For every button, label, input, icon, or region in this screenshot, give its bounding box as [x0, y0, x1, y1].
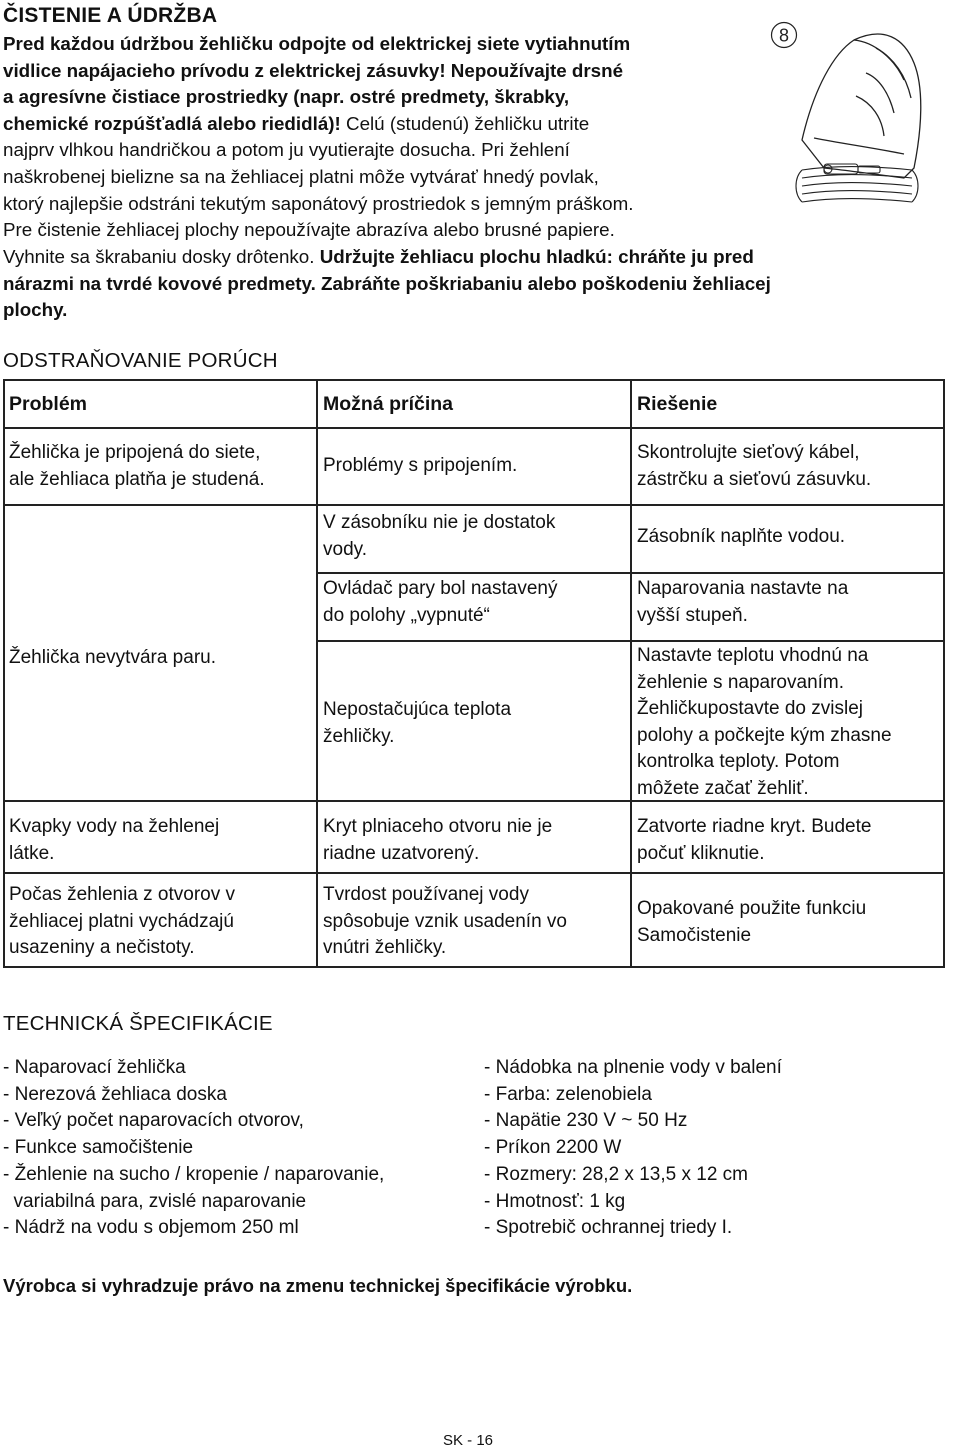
cleaning-line: najprv vlhkou handričkou a potom ju vyutierajte dosucha. Pri žehlení	[3, 139, 570, 161]
cleaning-line: Pre čistenie žehliacej plochy nepoužívajte abrazíva alebo brusné papiere.	[3, 219, 615, 241]
header-solution: Riešenie	[637, 393, 718, 415]
cleaning-line: vidlice napájacieho prívodu z elektrickej zásuvky! Nepoužívajte drsné	[3, 59, 624, 81]
cleaning-line	[3, 111, 753, 138]
row3-cause	[317, 814, 631, 867]
cell-line: vnútri žehličky.	[323, 937, 447, 958]
cell-line: polohy a počkejte kým zhasne	[637, 724, 892, 746]
row1-cause	[317, 453, 631, 480]
cell-line: Opakované použite funkciu	[637, 898, 867, 919]
spec-item: - Veľký počet naparovacích otvorov,	[3, 1110, 304, 1132]
cell-line: ale žehliaca platňa je studená.	[9, 468, 265, 490]
spec-item: - Farba: zelenobiela	[484, 1083, 652, 1105]
spec-item: - Nádobka na plnenie vody v balení	[484, 1057, 782, 1078]
row2a-cause	[317, 510, 631, 563]
cell-line: žehličky.	[323, 725, 395, 747]
cell-line: Nepostačujúca teplota	[323, 699, 512, 720]
row1-solution	[631, 440, 945, 493]
spec-item: - Funkce samočištenie	[3, 1137, 194, 1159]
cell-line: do polohy „vypnuté“	[323, 604, 490, 626]
row2b-solution	[631, 576, 945, 629]
spec-item: - Žehlenie na sucho / kropenie / naparovanie,	[3, 1163, 385, 1185]
iron-illustration-icon	[754, 18, 954, 218]
header-problem: Problém	[9, 393, 88, 415]
row4-problem	[3, 882, 317, 962]
row2c-solution	[631, 643, 945, 802]
cleaning-tail-normal: Vyhnite sa škrabaniu dosky drôtenko.	[3, 246, 320, 267]
cell-line: Ovládač pary bol nastavený	[323, 578, 558, 599]
specs-left-list	[3, 1055, 384, 1242]
cell-line: Samočistenie	[637, 924, 752, 946]
spec-item: - Nádrž na vodu s objemom 250 ml	[3, 1217, 299, 1239]
row2c-cause	[317, 697, 631, 750]
cell-line: Kryt plniaceho otvoru nie je	[323, 816, 553, 837]
row2b-cause	[317, 576, 631, 629]
cell-line: Zásobník naplňte vodou.	[637, 526, 846, 547]
figure-number: 8	[778, 25, 790, 46]
cell-line: Žehlička je pripojená do siete,	[9, 442, 261, 463]
spec-item: - Nerezová žehliaca doska	[3, 1083, 227, 1105]
cell-line: Žehličkupostavte do zvislej	[637, 698, 863, 719]
cell-line: vyšší stupeň.	[637, 604, 748, 626]
spec-item: variabilná para, zvislé naparovanie	[3, 1190, 307, 1212]
cleaning-text	[3, 31, 753, 244]
cleaning-tail	[3, 244, 933, 324]
cell-line: Zatvorte riadne kryt. Budete	[637, 816, 872, 837]
row1-problem	[3, 440, 317, 493]
cell-line: usazeniny a nečistoty.	[9, 937, 195, 958]
cell-line: V zásobníku nie je dostatok	[323, 512, 556, 533]
cleaning-line: plochy.	[3, 299, 68, 321]
specs-title: TECHNICKÁ ŠPECIFIKÁCIE	[3, 1012, 273, 1035]
cell-line: počuť kliknutie.	[637, 842, 765, 864]
cleaning-warning-end: chemické rozpúšťadlá alebo riedidlá)!	[3, 112, 341, 134]
cell-line: Počas žehlenia z otvorov v	[9, 884, 236, 905]
cell-line: môžete začať žehliť.	[637, 777, 809, 799]
specs-right-list	[484, 1055, 782, 1242]
row2a-solution	[631, 524, 945, 551]
spec-item: - Rozmery: 28,2 x 13,5 x 12 cm	[484, 1163, 748, 1185]
cell-line: Nastavte teplotu vhodnú na	[637, 645, 869, 666]
cleaning-title: ČISTENIE A ÚDRŽBA	[3, 4, 218, 27]
troubleshooting-table	[3, 379, 945, 968]
cell-line: riadne uzatvorený.	[323, 842, 480, 864]
cleaning-line	[3, 244, 933, 271]
page-number: SK - 16	[443, 1432, 494, 1449]
cleaning-line: Pred každou údržbou žehličku odpojte od elektrickej siete vytiahnutím	[3, 33, 631, 54]
header-cause: Možná príčina	[323, 393, 454, 415]
cell-line: žehlenie s naparovaním.	[637, 671, 845, 693]
cell-line: vody.	[323, 538, 368, 560]
iron-cord-figure	[754, 18, 954, 218]
spec-item: - Naparovací žehlička	[3, 1057, 186, 1078]
spec-item: - Príkon 2200 W	[484, 1137, 622, 1159]
row4-cause	[317, 882, 631, 962]
cell-line: spôsobuje vznik usadenín vo	[323, 910, 567, 932]
cell-line: žehliacej platni vychádzajú	[9, 910, 234, 932]
iron-drawing	[802, 34, 921, 178]
spec-item: - Hmotnosť: 1 kg	[484, 1190, 626, 1212]
cell-line: Kvapky vody na žehlenej	[9, 816, 220, 837]
cleaning-line: a agresívne čistiace prostriedky (napr. ostré predmety, škrabky,	[3, 86, 570, 108]
cleaning-line: naškrobenej bielizne sa na žehliacej platni môže vytvárať hnedý povlak,	[3, 165, 599, 187]
cell-line: kontrolka teploty. Potom	[637, 751, 840, 772]
spec-item: - Napätie 230 V ~ 50 Hz	[484, 1110, 688, 1132]
row4-solution	[631, 896, 945, 949]
cord-coils	[796, 164, 918, 202]
cell-line: Problémy s pripojením.	[323, 455, 518, 476]
troubleshooting-title: ODSTRAŇOVANIE PORÚCH	[3, 349, 278, 372]
cell-line: látke.	[9, 842, 55, 864]
specs-footer-note: Výrobca si vyhradzuje právo na zmenu technickej špecifikácie výrobku.	[3, 1275, 633, 1296]
cleaning-tail-bold: Udržujte žehliacu plochu hladkú: chráňte ju pred	[319, 246, 754, 267]
row2-problem: Žehlička nevytvára paru.	[9, 647, 216, 668]
cleaning-line-rest: Celú (studenú) žehličku utrite	[340, 112, 590, 134]
cleaning-line: ktorý najlepšie odstráni tekutým saponátový prostriedok s jemným práškom.	[3, 192, 634, 214]
spec-item: - Spotrebič ochrannej triedy I.	[484, 1217, 733, 1239]
cleaning-line: nárazmi na tvrdé kovové predmety. Zabráňte poškriabaniu alebo poškodeniu žehliacej	[3, 272, 771, 294]
cell-line: Naparovania nastavte na	[637, 578, 849, 599]
cell-line: Skontrolujte sieťový kábel,	[637, 442, 860, 463]
row3-solution	[631, 814, 945, 867]
cell-line: Tvrdost používanej vody	[323, 884, 529, 905]
cell-line: zástrčku a sieťovú zásuvku.	[637, 468, 872, 490]
row3-problem	[3, 814, 317, 867]
